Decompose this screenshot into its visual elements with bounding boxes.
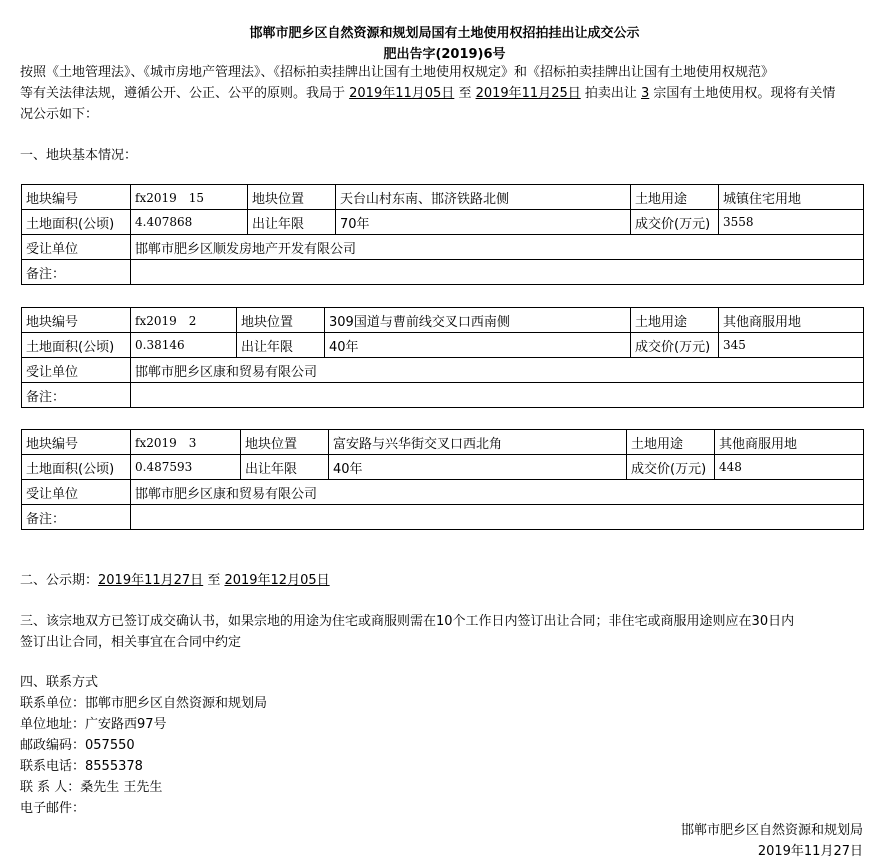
section-3-paragraph [20, 611, 870, 653]
area-value: 4.407868 [131, 210, 248, 235]
remark-value [131, 383, 864, 408]
table-row [22, 455, 864, 480]
publicity-label: 二、公示期： [20, 573, 99, 588]
label-buyer: 受让单位 [22, 358, 131, 383]
label-area: 土地面积(公顷) [22, 210, 131, 235]
table-row [22, 383, 864, 408]
contact-address: 单位地址：广安路西97号 [20, 717, 167, 732]
auction-end-date: 2019年11月25日 [475, 86, 581, 101]
table-row [22, 358, 864, 383]
term-value: 40年 [329, 455, 627, 480]
area-value: 0.38146 [131, 333, 237, 358]
term-value: 40年 [325, 333, 631, 358]
lot-no-value: fx2019 15 [131, 185, 248, 210]
label-location: 地块位置 [241, 430, 329, 455]
intro-text: 拍卖出让 [580, 86, 642, 101]
label-price: 成交价(万元) [631, 333, 719, 358]
label-remark: 备注： [22, 505, 131, 530]
contact-unit: 联系单位：邯郸市肥乡区自然资源和规划局 [20, 696, 268, 711]
intro-line-1: 按照《土地管理法》、《城市房地产管理法》、《招标拍卖挂牌出让国有土地使用权规定》和《招标拍卖挂牌出让国有土地使用权规范》 [20, 65, 775, 80]
table-row [22, 235, 864, 260]
label-usage: 土地用途 [631, 185, 719, 210]
usage-value: 其他商服用地 [719, 308, 864, 333]
label-area: 土地面积(公顷) [22, 455, 131, 480]
label-usage: 土地用途 [627, 430, 715, 455]
label-price: 成交价(万元) [627, 455, 715, 480]
footer-organization: 邯郸市肥乡区自然资源和规划局 [680, 823, 863, 838]
document-number: 肥出告字(2019)6号 [383, 47, 506, 62]
term-value: 70年 [336, 210, 631, 235]
label-lot-no: 地块编号 [22, 185, 131, 210]
table-row [22, 308, 864, 333]
publicity-start-date: 2019年11月27日 [98, 573, 204, 588]
label-buyer: 受让单位 [22, 480, 131, 505]
intro-line-3: 况公示如下： [20, 107, 99, 122]
label-area: 土地面积(公顷) [22, 333, 131, 358]
contact-section [20, 672, 870, 819]
lot-table-2 [21, 307, 864, 408]
footer-date: 2019年11月27日 [757, 844, 863, 859]
table-row [22, 260, 864, 285]
label-location: 地块位置 [248, 185, 336, 210]
label-term: 出让年限 [241, 455, 329, 480]
intro-text: 至 [454, 86, 476, 101]
table-row [22, 333, 864, 358]
price-value: 345 [719, 333, 864, 358]
remark-value [131, 260, 864, 285]
intro-paragraph [20, 62, 870, 125]
buyer-value: 邯郸市肥乡区康和贸易有限公司 [131, 358, 864, 383]
label-usage: 土地用途 [631, 308, 719, 333]
remark-value [131, 505, 864, 530]
price-value: 448 [715, 455, 864, 480]
label-location: 地块位置 [237, 308, 325, 333]
table-row [22, 430, 864, 455]
lot-table-3 [21, 429, 864, 530]
contact-email: 电子邮件： [20, 801, 86, 816]
contact-heading: 四、联系方式 [20, 675, 99, 690]
table-row [22, 210, 864, 235]
label-remark: 备注： [22, 383, 131, 408]
usage-value: 其他商服用地 [715, 430, 864, 455]
publicity-separator: 至 [203, 573, 225, 588]
label-term: 出让年限 [237, 333, 325, 358]
area-value: 0.487593 [131, 455, 241, 480]
label-buyer: 受让单位 [22, 235, 131, 260]
publicity-period [20, 570, 870, 591]
usage-value: 城镇住宅用地 [719, 185, 864, 210]
intro-line-2 [20, 83, 870, 104]
location-value: 309国道与曹前线交叉口西南侧 [325, 308, 631, 333]
table-row [22, 185, 864, 210]
label-lot-no: 地块编号 [22, 308, 131, 333]
lot-no-value: fx2019 3 [131, 430, 241, 455]
auction-start-date: 2019年11月05日 [349, 86, 455, 101]
buyer-value: 邯郸市肥乡区康和贸易有限公司 [131, 480, 864, 505]
table-row [22, 505, 864, 530]
contact-person: 联 系 人：桑先生 王先生 [20, 780, 163, 795]
intro-text: 等有关法律法规，遵循公开、公正、公平的原则。我局于 [20, 86, 350, 101]
label-lot-no: 地块编号 [22, 430, 131, 455]
section-1-heading: 一、地块基本情况： [20, 148, 138, 163]
contact-phone: 联系电话：8555378 [20, 759, 143, 774]
lot-no-value: fx2019 2 [131, 308, 237, 333]
table-row [22, 480, 864, 505]
lot-table-1 [21, 184, 864, 285]
buyer-value: 邯郸市肥乡区顺发房地产开发有限公司 [131, 235, 864, 260]
price-value: 3558 [719, 210, 864, 235]
label-remark: 备注： [22, 260, 131, 285]
label-price: 成交价(万元) [631, 210, 719, 235]
lot-count: 3 [641, 86, 650, 101]
intro-text: 宗国有土地使用权。现将有关情 [649, 86, 836, 101]
label-term: 出让年限 [248, 210, 336, 235]
page-title: 邯郸市肥乡区自然资源和规划局国有土地使用权招拍挂出让成交公示 [249, 26, 640, 41]
publicity-end-date: 2019年12月05日 [224, 573, 330, 588]
location-value: 富安路与兴华街交叉口西北角 [329, 430, 627, 455]
location-value: 天台山村东南、邯济铁路北侧 [336, 185, 631, 210]
section-3-line-2: 签订出让合同，相关事宜在合同中约定 [20, 635, 242, 650]
section-3-line-1: 三、该宗地双方已签订成交确认书，如果宗地的用途为住宅或商服则需在10个工作日内签订出让合同；非住宅或商服用途则应在30日内 [20, 614, 795, 629]
contact-postcode: 邮政编码：057550 [20, 738, 135, 753]
